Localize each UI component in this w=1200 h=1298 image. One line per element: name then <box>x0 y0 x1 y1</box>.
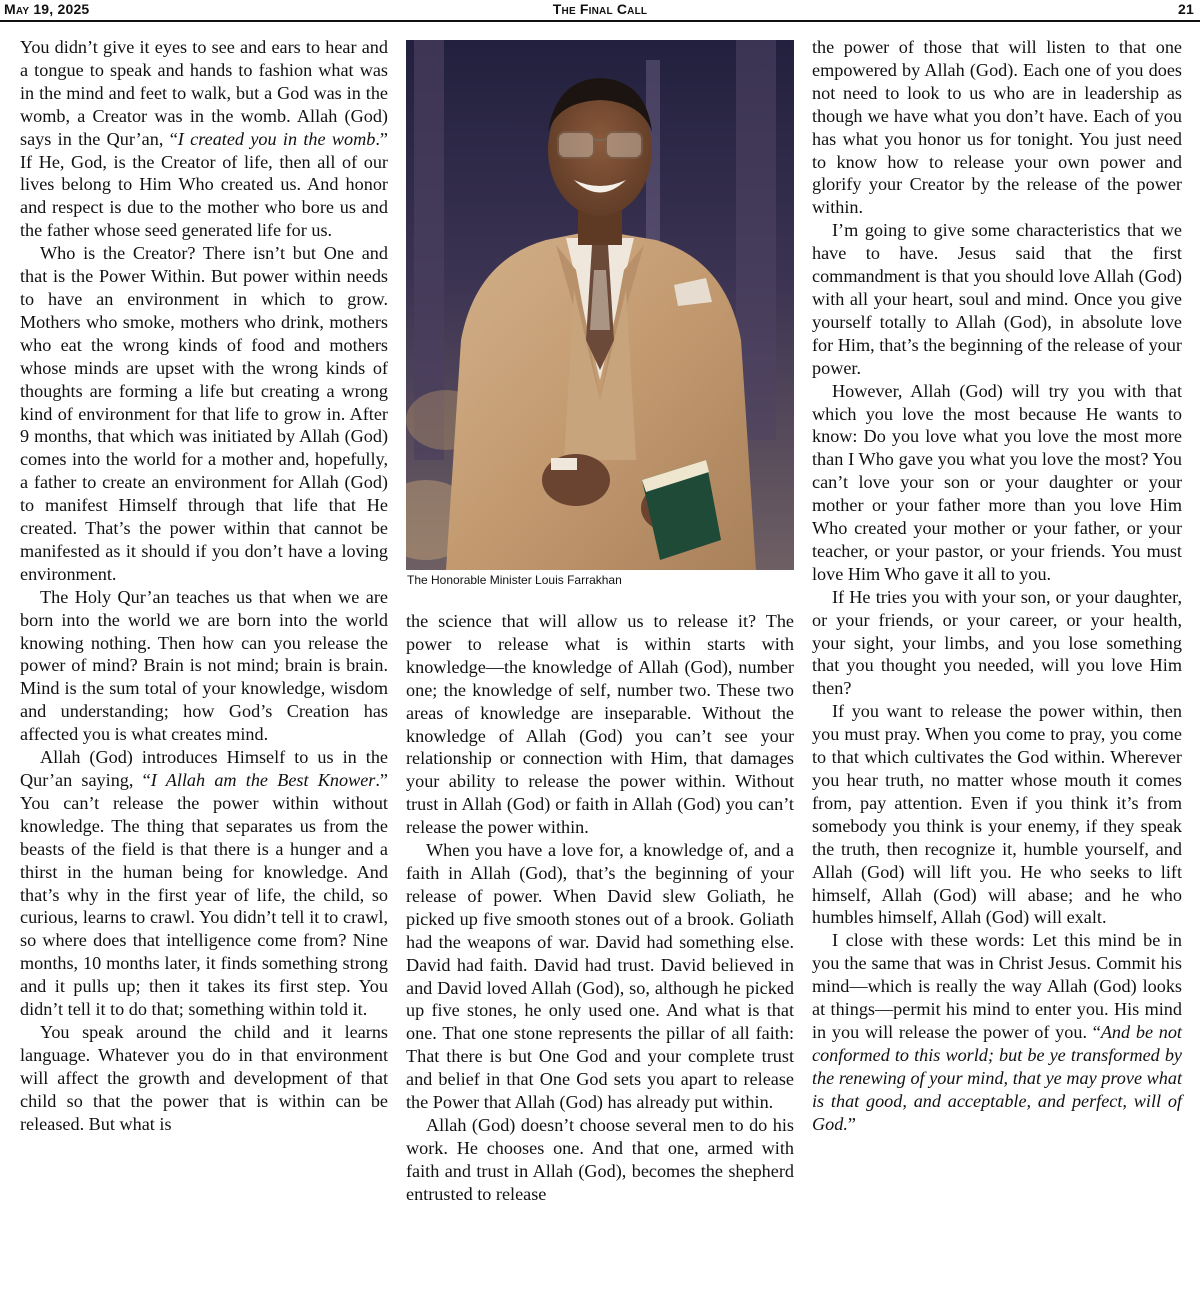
paragraph: the science that will allow us to release it? The power to release what is within starts with knowledge—the knowledge of Allah (God), number one; the knowledge of self, number two. These two areas of knowledge are inseparable. Without the knowledge of Allah (God) you can’t see your relationship or connection with Him, that damages your ability to release the power within. Without trust in Allah (God) or faith in Allah (God) you can’t release the power within. <box>406 611 794 838</box>
text-run: I close with these words: Let this mind be in you the same that was in Christ Jesus. Commit his mind—which is really the way Allah (God) looks at things—permit his mind to enter you. His mind in you will release the power of you. “ <box>812 930 1182 1042</box>
text-run: .” If He, God, is the Creator of life, then all of our lives belong to Him Who created us. And honor and respect is due to the mother who bore us and the father whose seed generated life for us. <box>20 128 388 241</box>
text-run: ” <box>847 1113 856 1134</box>
paragraph: Who is the Creator? There isn’t but One and that is the Power Within. But power within needs to have an environment in which to grow. Mothers who smoke, mothers who drink, mothers who eat the wrong kinds of food and mothers whose minds are upset with the wrong kinds of thoughts are forming a life but creating a wrong kind of environment for that life to grow in. After 9 months, that which was initiated by Allah (God) comes into the world for a mother and, hopefully, a father to create an environment for Allah (God) to manifest Himself through that life that He created. That’s the power within that cannot be manifested as it should if you don’t have a loving environment. <box>20 243 388 584</box>
article-column-3 <box>812 36 1182 1136</box>
paragraph: If you want to release the power within, then you must pray. When you come to pray, you come to that which cultivates the God within. Wherever you hear truth, no matter whose mouth it comes from, pay attention. Even if you think it’s from somebody you think is your enemy, if they speak the truth, then recognize it, humble yourself, and Allah (God) will lift you. He who seeks to lift himself, Allah (God) will abase; and he who humbles himself, Allah (God) will exalt. <box>812 701 1182 928</box>
page-number: 21 <box>1178 1 1194 17</box>
paragraph <box>20 746 388 1021</box>
photo-caption: The Honorable Minister Louis Farrakhan <box>407 573 622 587</box>
quote-italic: I created you in the womb <box>177 128 376 149</box>
issue-date: May 19, 2025 <box>4 1 90 17</box>
paragraph: If He tries you with your son, or your daughter, or your friends, or your career, or your health, your sight, your limbs, and you lose something that you thought you needed, will you love Him then? <box>812 586 1182 699</box>
paragraph: Allah (God) doesn’t choose several men to do his work. He chooses one. And that one, armed with faith and trust in Allah (God), becomes the shepherd entrusted to release <box>406 1114 794 1204</box>
paragraph <box>20 36 388 242</box>
paragraph: the power of those that will listen to that one empowered by Allah (God). Each one of you does not need to look to us who are in leadership as though we have what you don’t have. Each of you has what you honor us for tonight. You just need to know how to release your own power and glorify your Creator by the release of the power within. <box>812 37 1182 218</box>
page-header <box>0 0 1200 22</box>
paragraph <box>812 929 1182 1135</box>
paragraph: You speak around the child and it learns language. Whatever you do in that environment will affect the growth and development of that child so that the power that is within can be released. But what is <box>20 1021 388 1134</box>
article-column-2 <box>406 610 794 1206</box>
text-run: Allah (God) introduces Himself to us in the Qur’an saying, “ <box>20 747 388 790</box>
text-run: You didn’t give it eyes to see and ears to hear and a tongue to speak and hands to fashion what was in the mind and feet to walk, but a God was in the womb, a Creator was in the womb. Allah (God) says in the Qur’an, “ <box>20 37 388 149</box>
paragraph: However, Allah (God) will try you with that which you love the most because He wants to know: Do you love what you love the most more than I Who gave you what you love the most? You can’t love your son or your daughter or your mother or your father more than you love Him Who created your mother or your father, or your teacher, or your pastor, or your friends. You must love Him Who gave it all to you. <box>812 380 1182 584</box>
portrait-illustration <box>406 40 794 570</box>
paragraph: When you have a love for, a knowledge of, and a faith in Allah (God), that’s the beginning of your release of power. When David slew Goliath, he picked up five smooth stones out of a brook. Goliath had the weapons of war. David had something else. David had faith. David had trust. David believed in and David loved Allah (God), so, although he picked up five stones, he only used one. And what is that one. That one stone represents the pillar of all faith: That there is but One God and your complete trust and belief in that One God sets you apart to release the Power that Allah (God) has already put within. <box>406 840 794 1113</box>
text-run: .” You can’t release the power within without knowledge. The thing that separates us from the beasts of the field is that there is a hunger and a thirst in the human being for knowledge. And that’s why in the first year of life, the child, so curious, learns to crawl. You didn’t tell it to crawl, so where does that intelligence come from? Nine months, 10 months later, it finds something strong and it pulls up; then it takes its first step. You didn’t tell it to do that; something within told it. <box>20 770 388 1020</box>
article-column-1 <box>20 36 388 1298</box>
paragraph: I’m going to give some characteristics that we have to have. Jesus said that the first commandment is that you should love Allah (God) with all your heart, soul and mind. Once you give yourself totally to Allah (God), in absolute love for Him, that’s the beginning of the release of your power. <box>812 220 1182 378</box>
paragraph: The Holy Qur’an teaches us that when we are born into the world we are born into the world knowing nothing. Then how can you release the power of mind? Brain is not mind; brain is brain. Mind is the sum total of your knowledge, wisdom and understanding; how God’s Creation has affected you is what creates mind. <box>20 586 388 745</box>
quote-italic: I Allah am the Best Knower <box>150 770 376 790</box>
quote-italic: And be not conformed to this world; but be ye transformed by the renewing of your mind, that ye may prove what is that good, and acceptable, and perfect, will of God. <box>812 1021 1182 1134</box>
portrait-photo <box>406 40 794 570</box>
publication-name: The Final Call <box>552 1 648 17</box>
